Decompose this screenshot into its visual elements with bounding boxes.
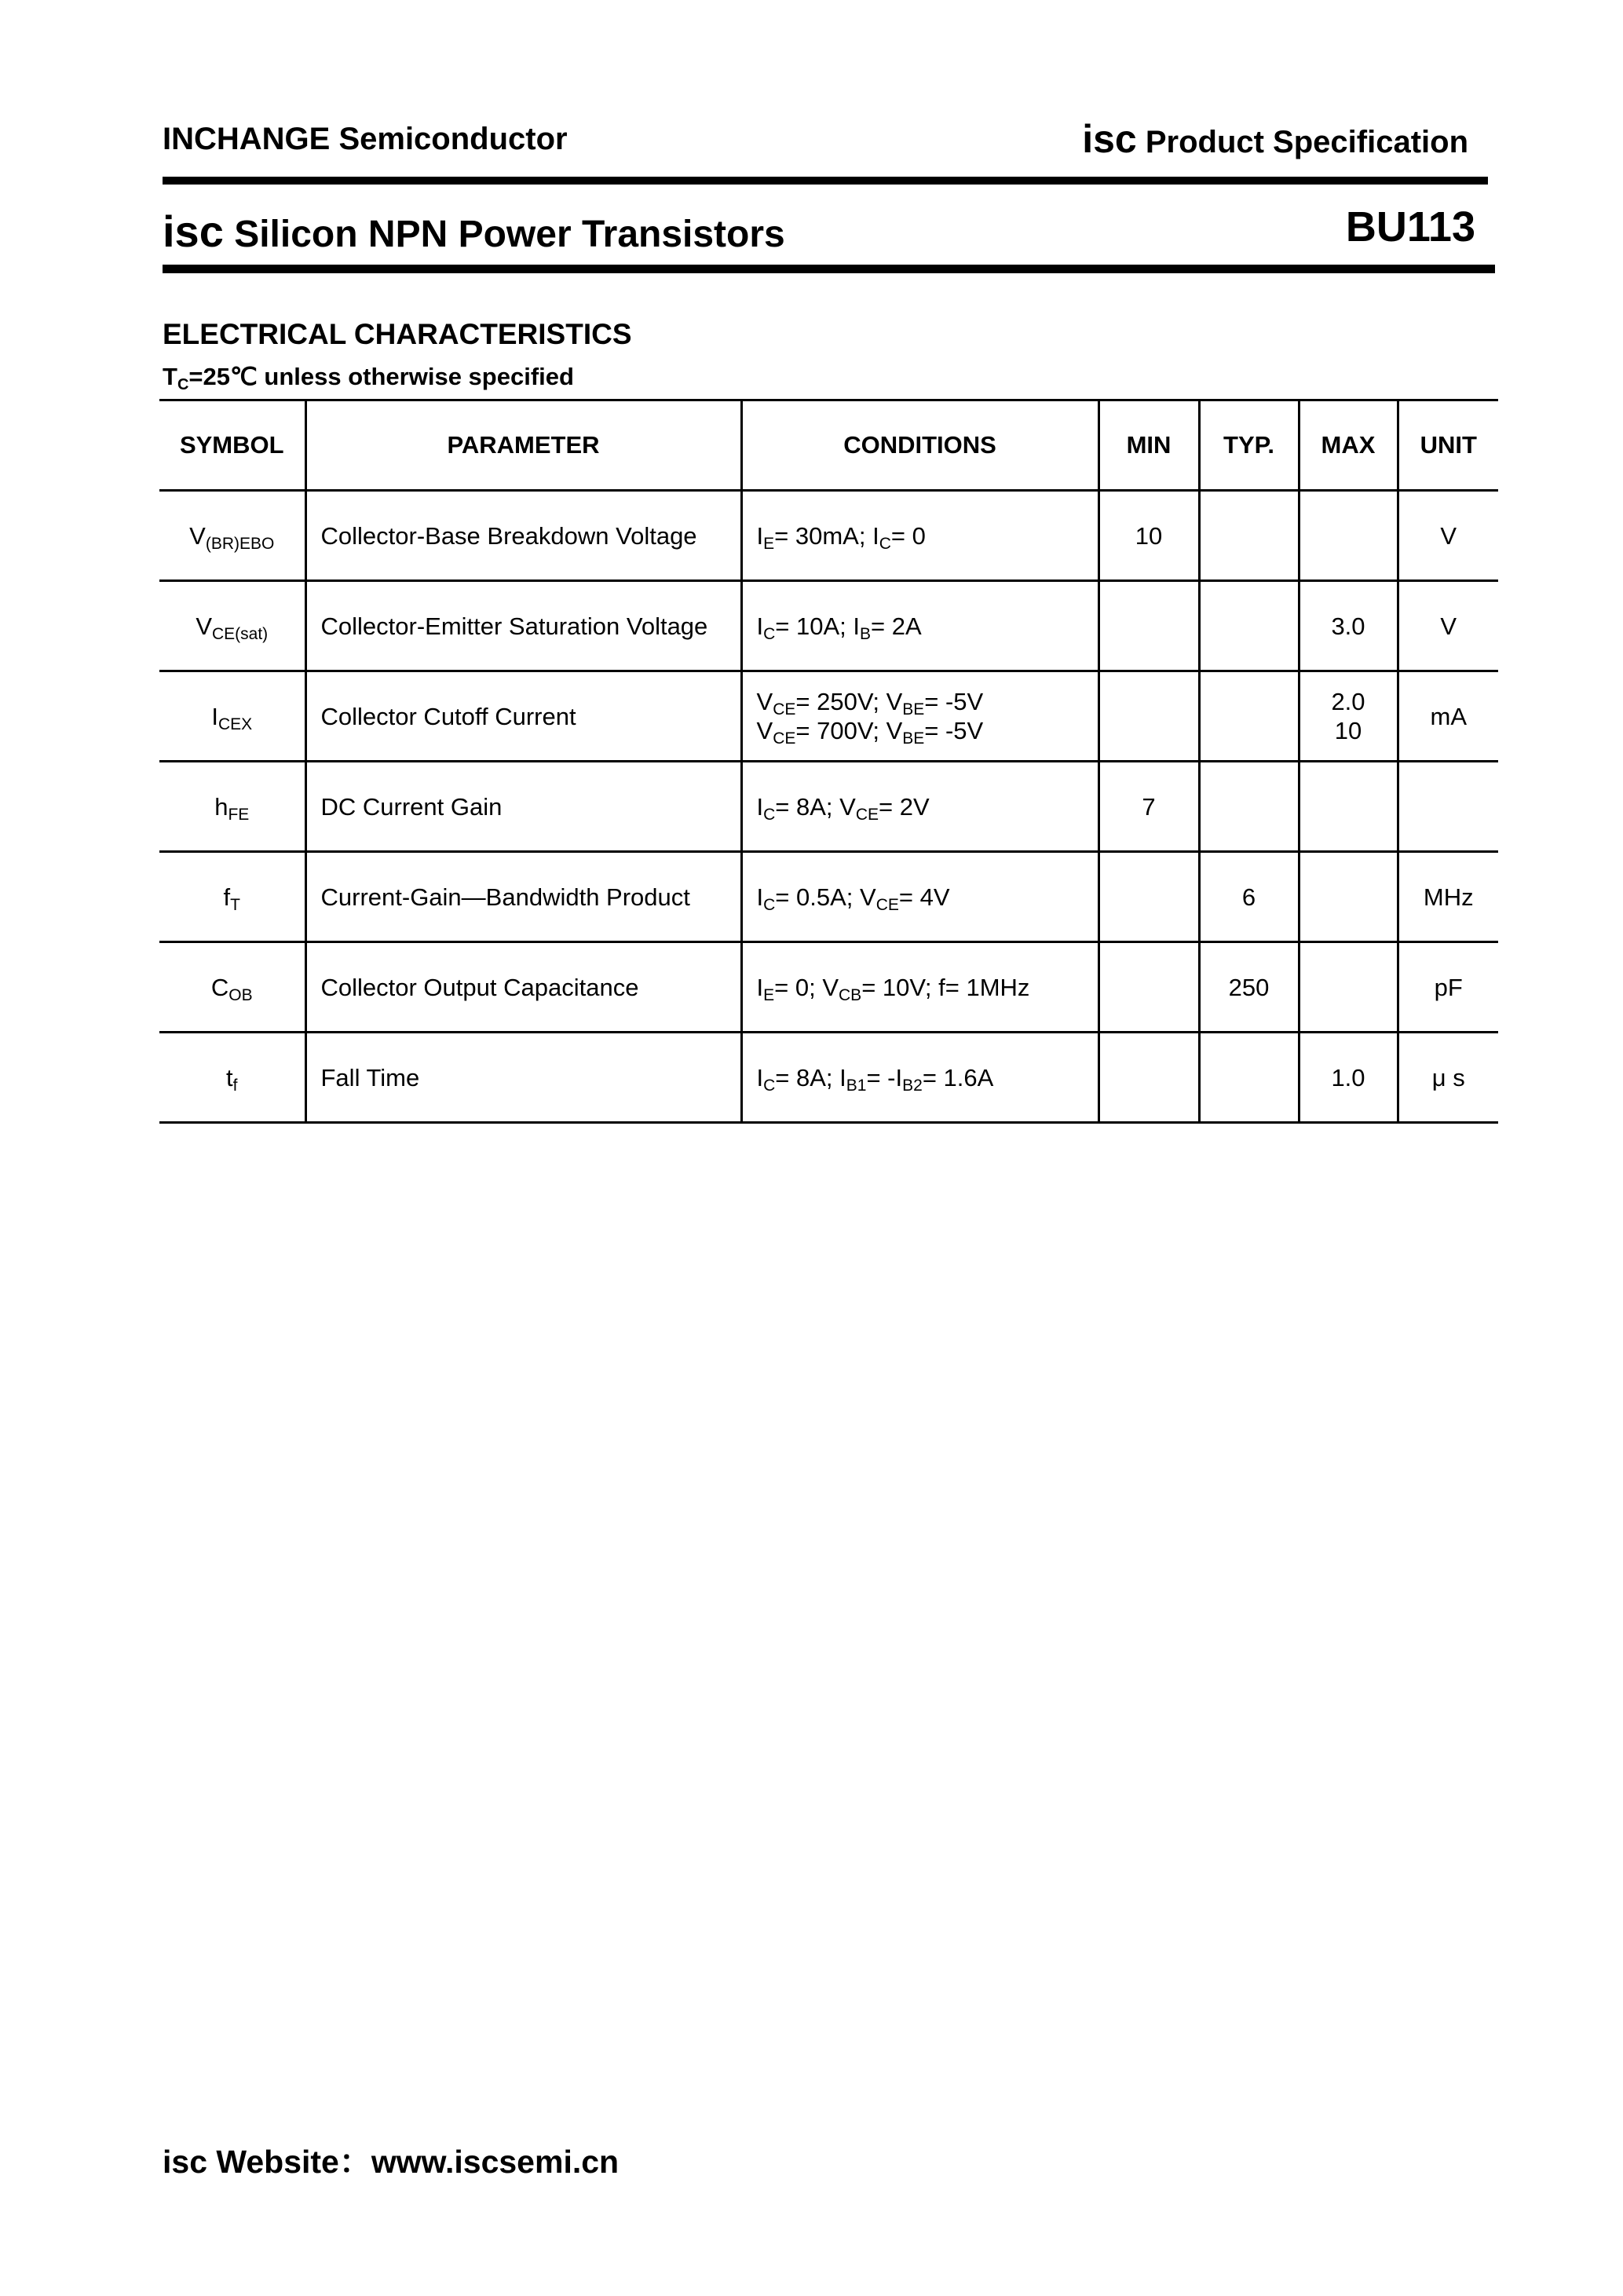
table-row	[159, 491, 1498, 581]
unit-cell	[1398, 581, 1498, 671]
typ-cell	[1199, 1033, 1299, 1123]
typ-value: 6	[1241, 883, 1256, 911]
subscript: C	[763, 805, 776, 824]
min-cell	[1098, 852, 1199, 942]
text-segment: I	[756, 521, 764, 550]
text-segment: = 8A; I	[775, 1063, 846, 1091]
parameter-cell: Collector-Emitter Saturation Voltage	[305, 581, 741, 671]
header-rule	[163, 177, 1488, 185]
subscript: CB	[839, 985, 862, 1004]
text-segment: = 1.6A	[922, 1063, 994, 1091]
typ-cell	[1199, 942, 1299, 1033]
max-cell	[1299, 491, 1398, 581]
text-segment: I	[211, 702, 218, 730]
typ-cell	[1199, 852, 1299, 942]
text-segment: = 2A	[871, 612, 922, 640]
table-row	[159, 852, 1498, 942]
conditions-cell	[741, 1033, 1098, 1123]
parameter-cell: Collector Cutoff Current	[305, 671, 741, 762]
text-segment: = 0	[890, 521, 926, 550]
text-segment: I	[756, 792, 764, 821]
max-cell	[1299, 581, 1398, 671]
min-value: 7	[1142, 792, 1156, 821]
typ-cell	[1199, 491, 1299, 581]
title-text: Silicon NPN Power Transistors	[234, 214, 785, 255]
condition-line	[756, 1063, 1098, 1095]
min-cell	[1098, 942, 1199, 1033]
isc-logo-text: isc	[1082, 117, 1137, 161]
max-value: 3.0	[1331, 612, 1365, 640]
text-segment: = 10A; I	[775, 612, 861, 640]
unit-value: pF	[1434, 973, 1463, 1001]
subscript: C	[763, 624, 776, 643]
min-cell	[1098, 491, 1199, 581]
text-segment: = -5V	[924, 717, 984, 744]
parameter-cell: DC Current Gain	[305, 762, 741, 852]
max-cell	[1299, 1033, 1398, 1123]
unit-value: mA	[1430, 702, 1467, 730]
text-segment: V	[196, 612, 212, 640]
symbol-cell	[159, 852, 305, 942]
condition-line	[757, 883, 1098, 912]
table-row	[159, 581, 1498, 671]
part-number: BU113	[1345, 203, 1475, 250]
text-segment: t	[226, 1063, 233, 1091]
unit-cell	[1398, 852, 1498, 942]
text-segment: I	[756, 973, 764, 1001]
subscript: OB	[228, 985, 253, 1004]
subscript: E	[763, 985, 775, 1004]
column-header-parameter: PARAMETER	[305, 400, 741, 491]
subscript: CE	[773, 700, 796, 718]
symbol-cell	[159, 762, 305, 852]
symbol-cell	[159, 491, 305, 581]
text-segment: I	[756, 1063, 764, 1091]
min-cell	[1098, 671, 1199, 762]
typ-cell	[1199, 581, 1299, 671]
isc-title-prefix: isc	[163, 207, 224, 256]
text-segment: V	[756, 717, 773, 744]
max-value: 10	[1334, 717, 1362, 744]
column-header-typ: TYP.	[1199, 400, 1299, 491]
unit-value: V	[1440, 521, 1457, 550]
table-row	[159, 1033, 1498, 1123]
text-segment: = 250V; V	[795, 688, 903, 715]
subscript: B2	[902, 1076, 923, 1095]
text-segment: C	[210, 973, 229, 1001]
min-cell	[1098, 581, 1199, 671]
spec-title	[1082, 116, 1468, 162]
parameter-cell: Current-Gain—Bandwidth Product	[305, 852, 741, 942]
unit-value: MHz	[1423, 883, 1474, 911]
max-value: 1.0	[1331, 1063, 1365, 1091]
subscript: T	[230, 895, 240, 914]
text-segment: = 8A; V	[775, 792, 856, 821]
column-header-max: MAX	[1299, 400, 1398, 491]
condition-line	[756, 521, 1098, 553]
conditions-cell	[741, 852, 1098, 942]
symbol-cell	[159, 1033, 305, 1123]
text-segment: I	[756, 883, 764, 911]
unit-value: V	[1440, 612, 1457, 640]
text-segment: = -5V	[924, 688, 984, 715]
subscript: CEX	[217, 715, 253, 733]
column-header-symbol: SYMBOL	[159, 400, 305, 491]
company-name: INCHANGE Semiconductor	[163, 122, 568, 156]
subscript: BE	[902, 700, 925, 718]
unit-cell	[1398, 491, 1498, 581]
conditions-cell	[741, 762, 1098, 852]
max-cell	[1299, 671, 1398, 762]
parameter-cell: Collector Output Capacitance	[305, 942, 741, 1033]
typ-cell	[1199, 671, 1299, 762]
subscript: C	[763, 895, 776, 914]
max-cell	[1299, 942, 1398, 1033]
table-row	[159, 762, 1498, 852]
min-cell	[1098, 762, 1199, 852]
conditions-cell	[741, 942, 1098, 1033]
subscript: CE(sat)	[212, 624, 269, 643]
text-segment: = 10V; f= 1MHz	[861, 973, 1030, 1001]
condition-line	[756, 792, 1098, 824]
text-segment: = 4V	[898, 883, 950, 911]
electrical-characteristics-table	[159, 399, 1498, 1124]
table-header-row	[159, 400, 1498, 491]
condition-line	[756, 716, 1098, 748]
subscript: C	[879, 534, 891, 553]
page-title	[163, 206, 785, 257]
condition-line	[757, 973, 1098, 1002]
column-header-min: MIN	[1098, 400, 1199, 491]
conditions-cell	[741, 671, 1098, 762]
spec-label: Product Specification	[1145, 125, 1468, 159]
column-header-conditions: CONDITIONS	[741, 400, 1098, 491]
subscript: B1	[846, 1076, 867, 1095]
condition-line	[757, 612, 1098, 641]
condition-rest: =25℃ unless otherwise specified	[188, 363, 574, 390]
text-segment: V	[189, 521, 206, 550]
symbol-cell	[159, 671, 305, 762]
title-rule	[163, 265, 1495, 273]
subscript: f	[232, 1076, 238, 1095]
subscript: CE	[855, 805, 879, 824]
text-segment: = 0.5A; V	[775, 883, 876, 911]
condition-line	[757, 687, 1098, 716]
subscript: E	[763, 534, 775, 553]
text-segment: = 2V	[879, 792, 930, 821]
subscript: FE	[228, 805, 250, 824]
max-cell	[1299, 762, 1398, 852]
unit-cell	[1398, 942, 1498, 1033]
table-row	[159, 942, 1498, 1033]
column-header-unit: UNIT	[1398, 400, 1498, 491]
subscript: CE	[875, 895, 899, 914]
table-row	[159, 671, 1498, 762]
text-segment: h	[214, 792, 228, 821]
subscript: C	[763, 1076, 776, 1095]
conditions-cell	[741, 581, 1098, 671]
subscript: BE	[902, 729, 925, 748]
symbol-cell	[159, 942, 305, 1033]
conditions-cell	[741, 491, 1098, 581]
parameter-cell: Fall Time	[305, 1033, 741, 1123]
min-value: 10	[1135, 521, 1163, 550]
subscript: (BR)EBO	[205, 534, 275, 553]
text-segment: = 700V; V	[795, 717, 903, 744]
parameter-cell: Collector-Base Breakdown Voltage	[305, 491, 741, 581]
typ-value: 250	[1228, 973, 1270, 1001]
footer-website: isc Website：www.iscsemi.cn	[163, 2144, 620, 2180]
test-condition	[163, 363, 574, 391]
max-value: 2.0	[1331, 688, 1365, 715]
condition-sub: C	[177, 376, 189, 393]
section-heading: ELECTRICAL CHARACTERISTICS	[163, 318, 632, 350]
unit-cell	[1398, 762, 1498, 852]
symbol-cell	[159, 581, 305, 671]
unit-value: μ s	[1431, 1063, 1465, 1091]
text-segment: = -I	[866, 1063, 903, 1091]
unit-cell	[1398, 1033, 1498, 1123]
subscript: CE	[773, 729, 796, 748]
text-segment: V	[756, 688, 773, 715]
typ-cell	[1199, 762, 1299, 852]
unit-cell	[1398, 671, 1498, 762]
min-cell	[1098, 1033, 1199, 1123]
condition-base: T	[163, 363, 177, 390]
max-cell	[1299, 852, 1398, 942]
text-segment: f	[223, 883, 231, 911]
text-segment: I	[756, 612, 764, 640]
text-segment: = 30mA; I	[774, 521, 879, 550]
subscript: B	[860, 624, 872, 643]
text-segment: = 0; V	[774, 973, 839, 1001]
